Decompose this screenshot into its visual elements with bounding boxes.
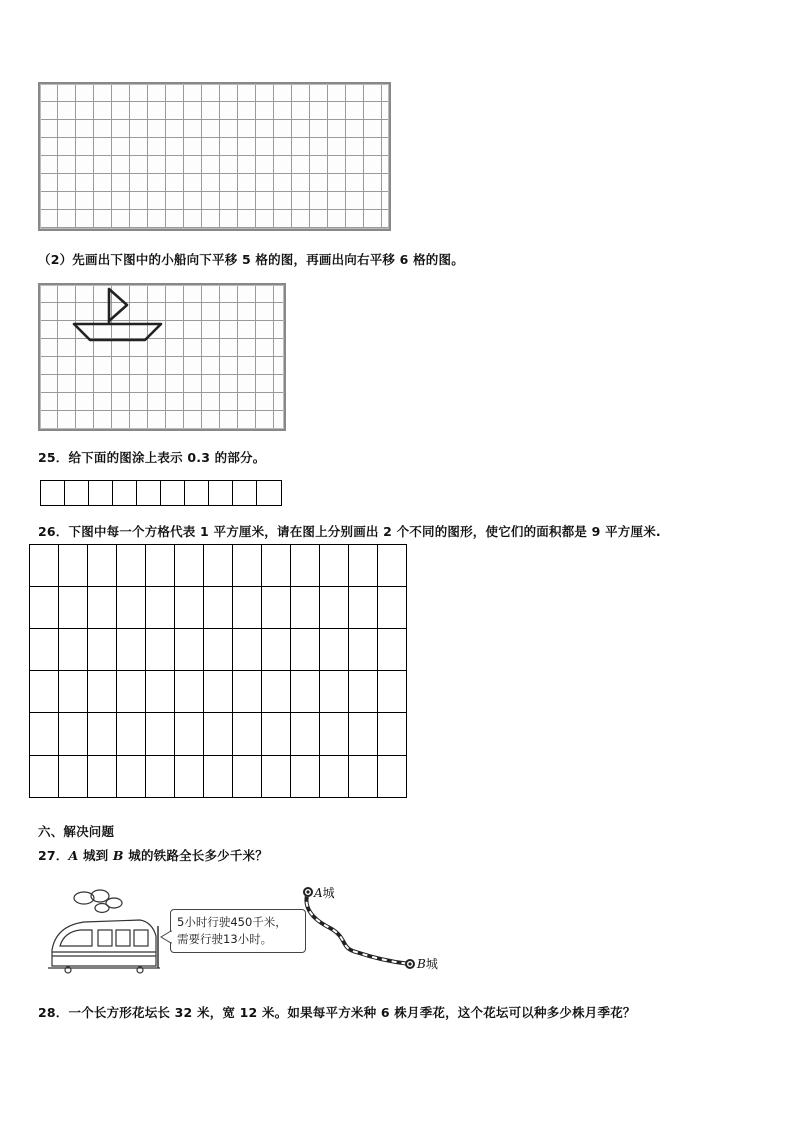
- q27-text-2: 城的铁路全长多少千米？: [123, 848, 268, 863]
- q27-city-b: B: [112, 848, 124, 863]
- strip-cell[interactable]: [113, 481, 137, 505]
- q27-city-a: A: [68, 848, 79, 863]
- question-27: [38, 846, 268, 864]
- fraction-strip[interactable]: [40, 480, 282, 506]
- city-b-suffix: 城: [425, 957, 438, 971]
- speech-bubble: [170, 909, 306, 953]
- dotted-grid-top: [38, 82, 391, 231]
- question-28: 28．一个长方形花坛长 32 米，宽 12 米。如果每平方米种 6 株月季花，这个花坛可以种多少株月季花？: [38, 1005, 636, 1020]
- bubble-pointer: [160, 930, 172, 944]
- square-grid[interactable]: [29, 544, 409, 800]
- city-b-label: [417, 955, 438, 972]
- city-a-suffix: 城: [322, 886, 335, 900]
- boat-sail: [109, 289, 127, 321]
- bubble-line-1: 5小时行驶450千米，: [177, 915, 287, 929]
- boat-hull: [74, 324, 161, 340]
- strip-cell[interactable]: [209, 481, 233, 505]
- strip-cell[interactable]: [185, 481, 209, 505]
- section-6-title: 六、解决问题: [38, 824, 115, 839]
- question-25: 25．给下面的图涂上表示 0.3 的部分。: [38, 450, 266, 465]
- city-b-letter: B: [417, 957, 426, 971]
- q27-text-1: 城到: [78, 848, 113, 863]
- railway-track: [306, 892, 410, 964]
- strip-cell[interactable]: [233, 481, 257, 505]
- strip-cell[interactable]: [89, 481, 113, 505]
- city-a-label: [314, 884, 335, 901]
- bubble-line-2: 需要行驶13小时。: [177, 932, 273, 946]
- strip-cell[interactable]: [257, 481, 281, 505]
- city-a-letter: A: [314, 886, 323, 900]
- strip-cell[interactable]: [41, 481, 65, 505]
- strip-cell[interactable]: [161, 481, 185, 505]
- train-illustration: [44, 886, 174, 976]
- question-26: 26．下图中每一个方格代表 1 平方厘米，请在图上分别画出 2 个不同的图形，使它们的面积都是 9 平方厘米.: [38, 524, 661, 539]
- boat-figure: [38, 283, 288, 433]
- strip-cell[interactable]: [65, 481, 89, 505]
- strip-cell[interactable]: [137, 481, 161, 505]
- question-24-part-2: （2）先画出下图中的小船向下平移 5 格的图，再画出向右平移 6 格的图。: [38, 252, 464, 267]
- q27-number: 27．: [38, 848, 69, 863]
